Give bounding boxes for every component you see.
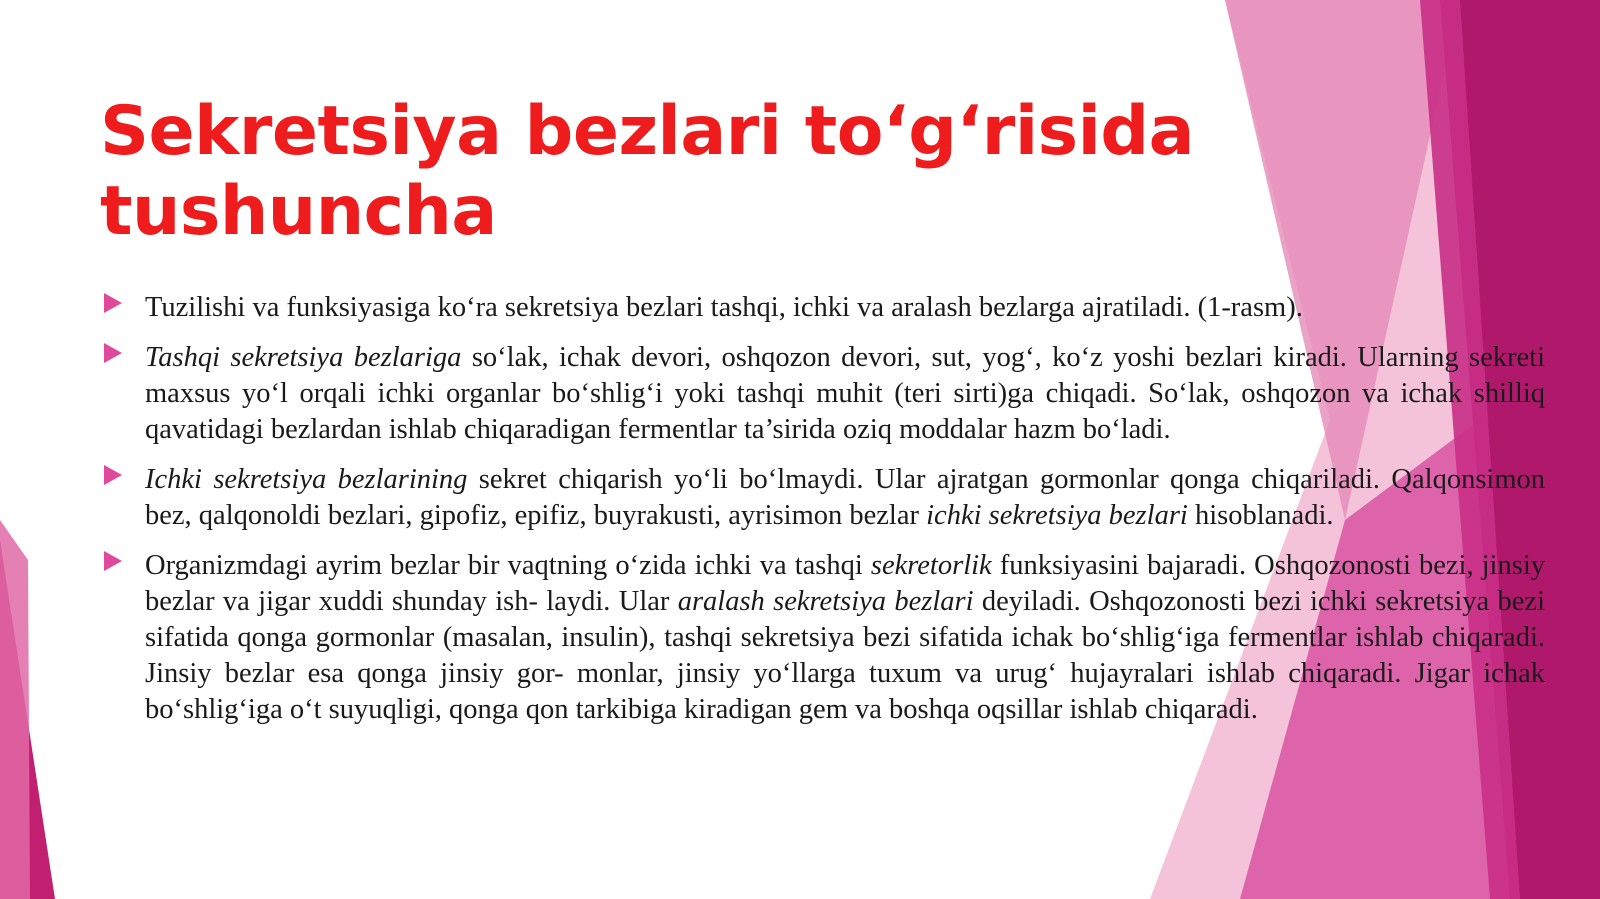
bullet-text (145, 290, 1545, 326)
bullet-text-span: deyiladi. Oshqozonosti bezi ichki sekretsiya bezi sifatida qonga gormonlar (masalan, insulin), tashqi sekretsiya bezi sifatida ichak bo‘shlig‘iga fermentlar ishlab chiqaradi. Jinsiy bezlar esa qonga jinsiy gor- monlar, jinsiy yo‘llarga tuxum va urug‘ hujayralari ishlab chiqaradi. Jigar ichak bo‘shlig‘iga o‘t suyuqligi, qonga qon tarkibiga kiradigan gem va boshqa oqsillar ishlab chiqaradi. (145, 586, 1545, 725)
bullet-text-span: hisoblanadi. (1187, 500, 1334, 531)
triangle-arrow-icon (104, 465, 122, 485)
triangle-arrow-icon (104, 551, 122, 571)
italic-term: Tashqi sekretsiya bezlariga (145, 342, 462, 373)
bullet-item-1 (100, 290, 1545, 326)
italic-term: aralash sekretsiya bezlari (677, 586, 974, 617)
italic-term: sekretorlik (870, 550, 992, 581)
bullet-text (145, 548, 1545, 728)
bullet-text-span: so‘lak, ichak devori, oshqozon devori, sut, yog‘, ko‘z yoshi bezlari kiradi. Ularning sekreti maxsus yo‘l orqali ichki organlar bo‘shlig‘i yoki tashqi muhit (teri sirti)ga chiqadi. So‘lak, oshqozon va ichak shilliq qavatidagi bezlardan ishlab chiqaradigan fermentlar ta’sirida oziq moddalar hazm bo‘ladi. (145, 342, 1546, 445)
bullet-item-2 (100, 340, 1545, 448)
bullet-list (100, 290, 1545, 742)
slide-title: Sekretsiya bezlari to‘g‘risida tushuncha (100, 92, 1194, 251)
bullet-text (145, 340, 1545, 448)
italic-term: ichki sekretsiya bezlari (926, 500, 1188, 531)
bullet-item-3 (100, 462, 1545, 534)
left-bottom-light-facet (0, 520, 30, 899)
bullet-text-span: sekret chiqarish yo‘li bo‘lmaydi. Ular ajratgan gormonlar qonga chiqariladi. Qalqonsimon bez, qalqonoldi bezlari, gipofiz, epifiz, buyrakusti, ayrisimon bezlar (145, 464, 1545, 531)
triangle-arrow-icon (104, 293, 122, 313)
bullet-text-span: funksiyasini bajaradi. Oshqozonosti bezi, jinsiy bezlar va jigar xuddi shunday ish- laydi. Ular (145, 550, 1545, 617)
bullet-text-span: Tuzilishi va funksiyasiga ko‘ra sekretsiya bezlari tashqi, ichki va aralash bezlarga ajratiladi. (1-rasm). (145, 292, 1303, 323)
bullet-item-4 (100, 548, 1545, 728)
italic-term: Ichki sekretsiya bezlarining (145, 464, 468, 495)
bullet-text (145, 462, 1545, 534)
bullet-text-span: Organizmdagi ayrim bezlar bir vaqtning o‘zida ichki va tashqi (145, 550, 871, 581)
triangle-arrow-icon (104, 343, 122, 363)
